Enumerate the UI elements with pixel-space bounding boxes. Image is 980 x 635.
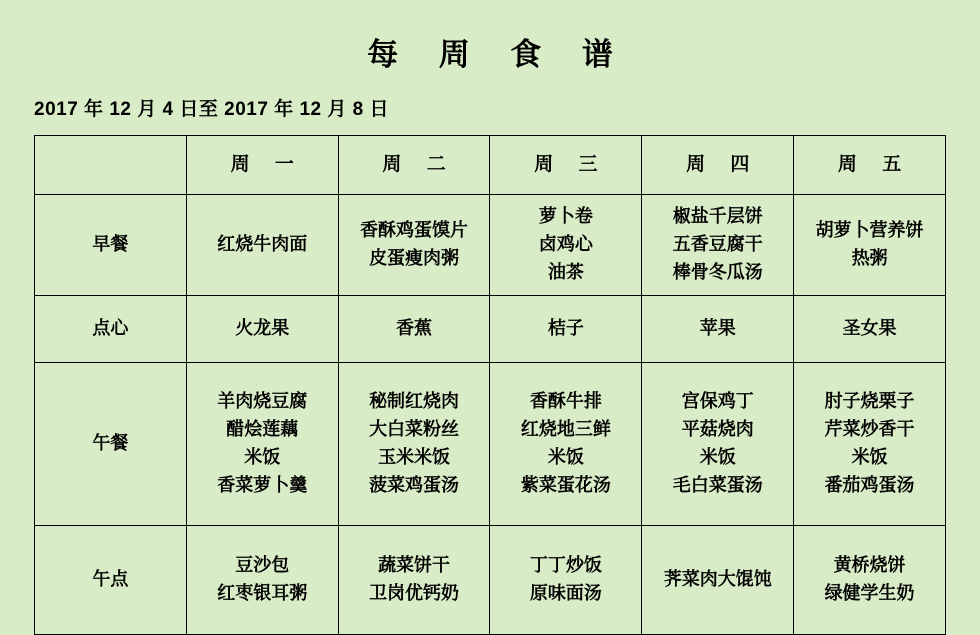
menu-item: 荠菜肉大馄饨: [663, 569, 772, 590]
cell-breakfast-thursday: [642, 195, 794, 296]
cell-lunch-tuesday: [338, 363, 490, 526]
menu-item: 圣女果: [842, 318, 897, 339]
menu-item: 火龙果: [235, 318, 290, 339]
menu-item: 芹菜炒香干: [824, 419, 915, 440]
cell-afternoon-monday: [186, 526, 338, 635]
column-header-monday: 周 一: [186, 136, 338, 195]
menu-item: 香酥鸡蛋馍片: [360, 220, 469, 241]
row-label-afternoon-snack: 午点: [35, 526, 187, 635]
cell-snack-tuesday: [338, 296, 490, 363]
menu-item: 胡萝卜营养饼: [815, 220, 924, 241]
menu-item: 红枣银耳粥: [217, 583, 308, 604]
menu-item: 大白菜粉丝: [369, 419, 460, 440]
menu-item: 豆沙包: [235, 555, 290, 576]
cell-snack-friday: [794, 296, 946, 363]
row-label-morning-snack: 点心: [35, 296, 187, 363]
cell-breakfast-friday: [794, 195, 946, 296]
menu-item: 醋烩莲藕: [226, 419, 299, 440]
table-row-breakfast: [35, 195, 946, 296]
menu-item: 红烧地三鲜: [520, 419, 611, 440]
menu-item: 红烧牛肉面: [217, 234, 308, 255]
cell-breakfast-wednesday: [490, 195, 642, 296]
table-row-lunch: [35, 363, 946, 526]
menu-item: 蔬菜饼干: [378, 555, 451, 576]
menu-item: 羊肉烧豆腐: [217, 391, 308, 412]
menu-item: 米饭: [851, 447, 888, 468]
menu-item: 油茶: [547, 262, 584, 283]
menu-item: 米饭: [244, 447, 281, 468]
menu-item: 桔子: [547, 318, 584, 339]
table-row-morning-snack: [35, 296, 946, 363]
menu-item: 米饭: [699, 447, 736, 468]
column-header-thursday: 周 四: [642, 136, 794, 195]
cell-lunch-thursday: [642, 363, 794, 526]
column-header-tuesday: 周 二: [338, 136, 490, 195]
menu-item: 卫岗优钙奶: [369, 583, 460, 604]
cell-afternoon-friday: [794, 526, 946, 635]
menu-item: 香酥牛排: [529, 391, 602, 412]
menu-item: 宫保鸡丁: [681, 391, 754, 412]
menu-item: 卤鸡心: [538, 234, 593, 255]
cell-lunch-monday: [186, 363, 338, 526]
cell-breakfast-monday: [186, 195, 338, 296]
row-label-lunch: 午餐: [35, 363, 187, 526]
menu-item: 苹果: [699, 318, 736, 339]
menu-item: 米饭: [547, 447, 584, 468]
menu-item: 毛白菜蛋汤: [672, 474, 763, 495]
cell-breakfast-tuesday: [338, 195, 490, 296]
menu-item: 黄桥烧饼: [833, 555, 906, 576]
menu-item: 番茄鸡蛋汤: [824, 474, 915, 495]
menu-item: 椒盐千层饼: [672, 206, 763, 227]
page-title: 每 周 食 谱: [367, 37, 629, 72]
cell-afternoon-tuesday: [338, 526, 490, 635]
menu-item: 原味面汤: [529, 583, 602, 604]
menu-item: 平菇烧肉: [681, 419, 754, 440]
column-header-wednesday: 周 三: [490, 136, 642, 195]
cell-lunch-friday: [794, 363, 946, 526]
menu-item: 香菜萝卜羹: [217, 474, 308, 495]
cell-snack-wednesday: [490, 296, 642, 363]
cell-lunch-wednesday: [490, 363, 642, 526]
row-label-breakfast: 早餐: [35, 195, 187, 296]
table-row-afternoon-snack: [35, 526, 946, 635]
menu-item: 皮蛋瘦肉粥: [369, 248, 460, 269]
weekly-menu-table: [34, 135, 946, 635]
cell-afternoon-wednesday: [490, 526, 642, 635]
date-range: 2017 年 12 月 4 日至 2017 年 12 月 8 日: [34, 99, 390, 121]
menu-item: 菠菜鸡蛋汤: [369, 474, 460, 495]
cell-snack-thursday: [642, 296, 794, 363]
menu-item: 热粥: [851, 248, 888, 269]
menu-item: 绿健学生奶: [824, 583, 915, 604]
table-corner-cell: [35, 136, 187, 195]
column-header-friday: 周 五: [794, 136, 946, 195]
menu-item: 香蕉: [396, 318, 433, 339]
menu-item: 五香豆腐干: [672, 234, 763, 255]
menu-item: 萝卜卷: [538, 206, 593, 227]
table-header-row: [35, 136, 946, 195]
menu-item: 秘制红烧肉: [369, 391, 460, 412]
menu-item: 丁丁炒饭: [529, 555, 602, 576]
menu-item: 玉米米饭: [378, 447, 451, 468]
menu-item: 棒骨冬瓜汤: [672, 262, 763, 283]
cell-afternoon-thursday: [642, 526, 794, 635]
menu-item: 肘子烧栗子: [824, 391, 915, 412]
menu-item: 紫菜蛋花汤: [520, 474, 611, 495]
cell-snack-monday: [186, 296, 338, 363]
